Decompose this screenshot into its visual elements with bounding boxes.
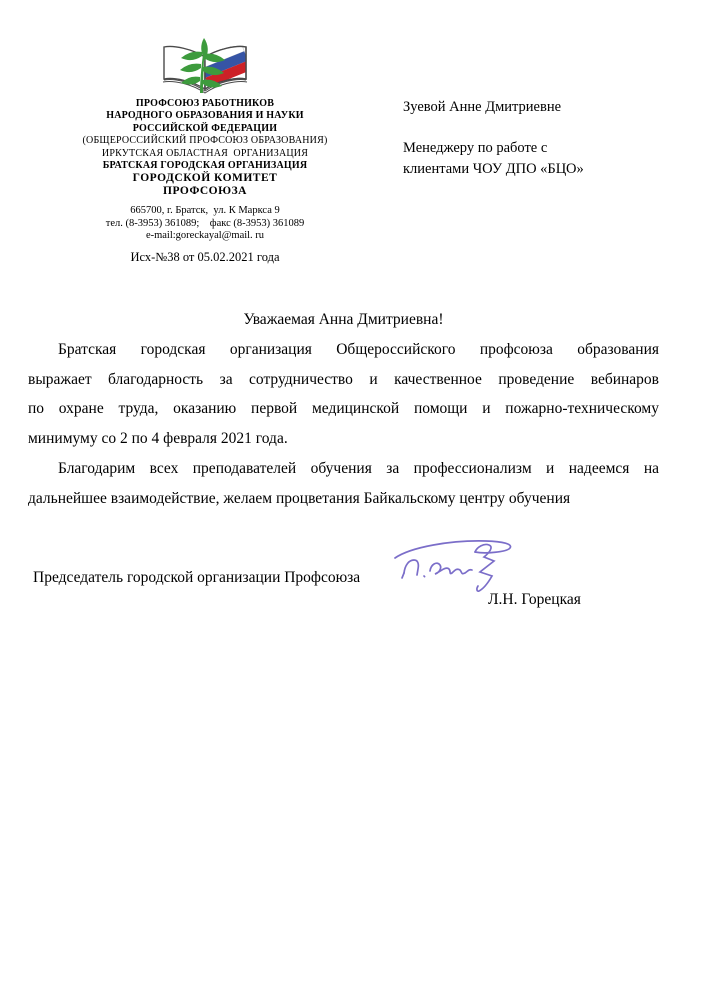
recipient-title-line2: клиентами ЧОУ ДПО «БЦО» [403, 160, 584, 177]
open-book-leaf-flag-icon [159, 36, 251, 96]
email-address: e-mail:goreckayal@mail. ru [145, 230, 265, 242]
recipient-gap [403, 118, 683, 139]
paragraph1-line3: по охране труда, оказанию первой медицинской помощи и пожарно-техническому [28, 400, 659, 418]
org-line-3: РОССИЙСКОЙ ФЕДЕРАЦИИ [132, 122, 278, 134]
outgoing-ref-number: Исх-№38 от 05.02.2021 года [130, 249, 280, 264]
handwritten-signature [389, 531, 521, 595]
org-line-8: ПРОФСОЮЗА [163, 184, 247, 197]
greeting-line: Уважаемая Анна Дмитриевна! [243, 311, 444, 328]
letterhead [50, 36, 360, 265]
paragraph1-line4: минимуму со 2 по 4 февраля 2021 года. [28, 430, 288, 448]
profsoyuz-union-logo [159, 36, 251, 96]
paragraph2-line2: дальнейшее взаимодействие, желаем процветания Байкальскому центру обучения [28, 489, 571, 507]
postal-address: 665700, г. Братск, ул. К Маркса 9 [130, 205, 280, 217]
contact-block [50, 205, 360, 243]
letter-body [28, 305, 659, 514]
org-line-6: БРАТСКАЯ ГОРОДСКАЯ ОРГАНИЗАЦИЯ [102, 160, 308, 172]
org-line-5: ИРКУТСКАЯ ОБЛАСТНАЯ ОРГАНИЗАЦИЯ [101, 147, 309, 159]
signer-position-title: Председатель городской организации Профсоюза [33, 569, 361, 586]
recipient-name: Зуевой Анне Дмитриевне [403, 99, 562, 115]
paragraph2-line1: Благодарим всех преподавателей обучения за профессионализм и надеемся на [58, 459, 659, 477]
recipient-title-line1: Менеджеру по работе с [403, 140, 548, 156]
org-line-4: (ОБЩЕРОССИЙСКИЙ ПРОФСОЮЗ ОБРАЗОВАНИЯ) [82, 135, 328, 147]
paragraph1-line1: Братская городская организация Общероссийского профсоюза образования [58, 340, 659, 358]
recipient-block [403, 97, 683, 179]
org-line-1: ПРОФСОЮЗ РАБОТНИКОВ [135, 98, 275, 109]
signature-ink-icon [389, 531, 521, 595]
org-line-7: ГОРОДСКОЙ КОМИТЕТ [132, 172, 278, 185]
org-line-2: НАРОДНОГО ОБРАЗОВАНИЯ И НАУКИ [106, 110, 304, 122]
paragraph1-line2: выражает благодарность за сотрудничество и качественное проведение вебинаров [28, 370, 659, 388]
phone-fax: тел. (8-3953) 361089; факс (8-3953) 361089 [105, 217, 305, 229]
signer-name: Л.Н. Горецкая [488, 591, 581, 608]
